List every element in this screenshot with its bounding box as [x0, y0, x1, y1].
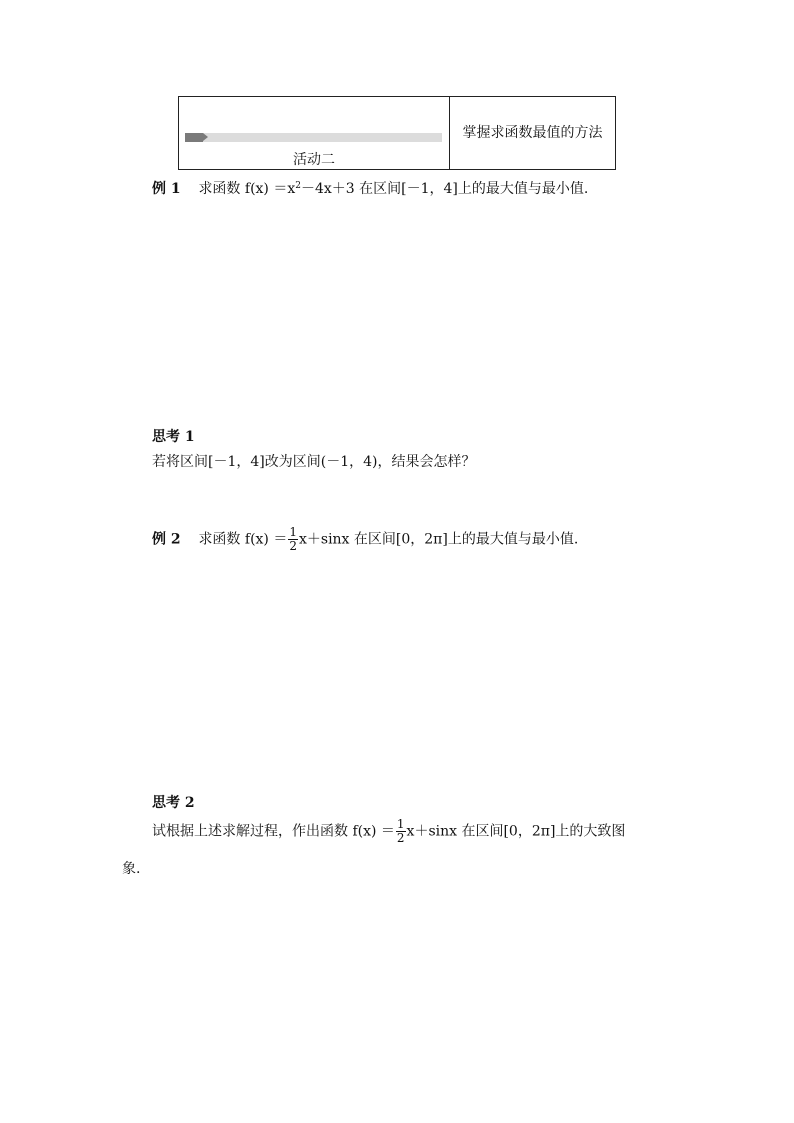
progress-bar-fill	[185, 133, 203, 142]
activity-title: 活动二	[293, 152, 335, 168]
example-2-frac-num: 1	[289, 525, 297, 539]
activity-goal-text: 掌握求函数最值的方法	[462, 125, 603, 141]
example-1-label: 例 1	[152, 181, 181, 197]
example-2-label: 例 2	[152, 531, 181, 548]
think-2-text-b: x＋sinx 在区间[0，2π]上的大致图	[406, 823, 626, 840]
think-2-frac-num: 1	[396, 817, 405, 831]
example-1-text-a: 求函数 f(x) ＝x	[198, 181, 296, 197]
example-2-fraction	[288, 526, 298, 553]
progress-bar-track	[185, 133, 442, 142]
think-1-label: 思考 1	[152, 429, 195, 445]
think-2-frac-den: 2	[396, 831, 405, 845]
think-2-text-c: 象.	[122, 861, 141, 877]
progress-arrow-icon	[203, 133, 208, 141]
example-1-exponent: 2	[295, 181, 301, 191]
think-2-label: 思考 2	[152, 795, 195, 811]
example-2	[152, 526, 578, 553]
example-2-text-b: x＋sinx 在区间[0，2π]上的最大值与最小值.	[298, 531, 579, 548]
example-1-text-b: －4x＋3 在区间[－1，4]上的最大值与最小值.	[300, 181, 589, 197]
example-1	[152, 178, 588, 198]
example-2-text-a: 求函数 f(x) ＝	[198, 531, 288, 548]
think-2-fraction	[396, 818, 406, 845]
think-1-text: 若将区间[－1，4]改为区间(－1，4)，结果会怎样？	[152, 454, 476, 470]
activity-header-table	[178, 96, 616, 170]
activity-goal	[450, 97, 615, 169]
activity-cell	[179, 97, 450, 169]
think-2-text	[152, 818, 625, 845]
think-2-text-a: 试根据上述求解过程，作出函数 f(x) ＝	[152, 823, 395, 840]
example-2-frac-den: 2	[289, 539, 297, 553]
